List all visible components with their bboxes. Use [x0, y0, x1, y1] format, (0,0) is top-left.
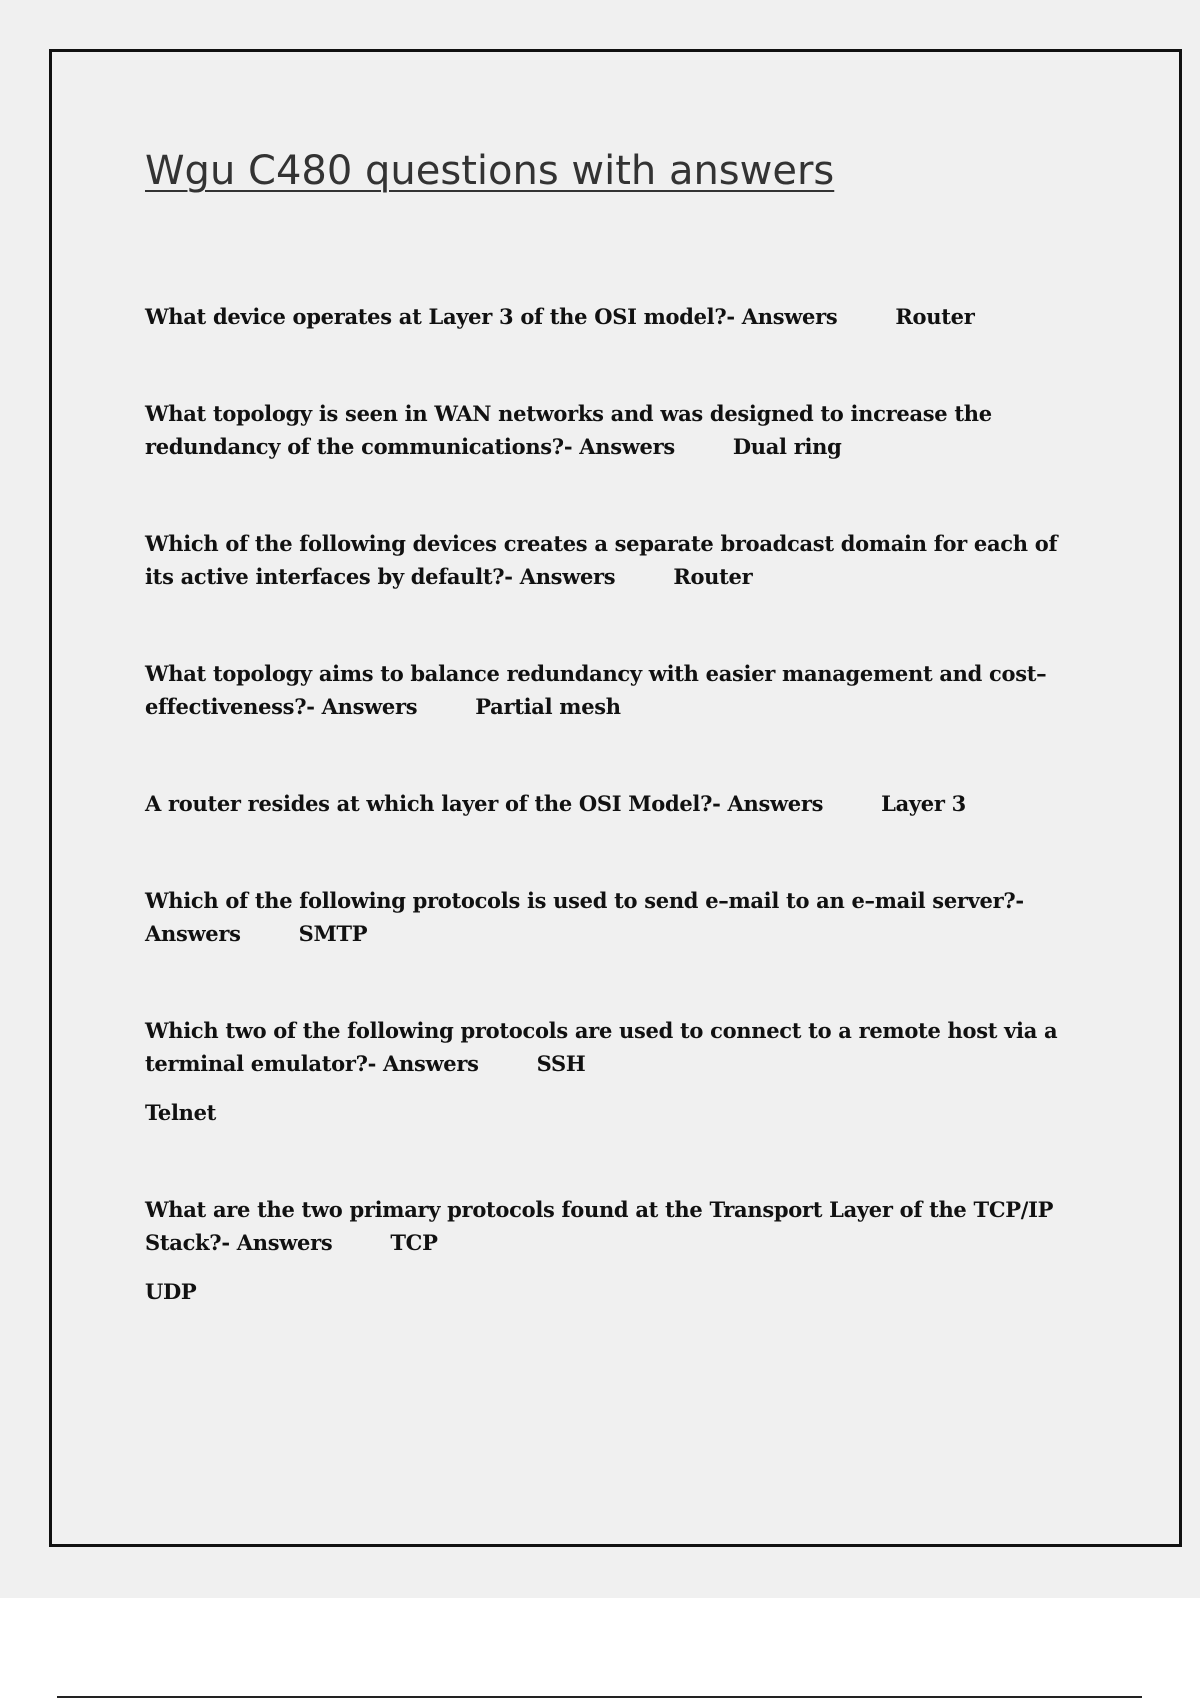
- question-text: What are the two primary protocols found at the Transport Layer of the TCP/IP Stack?- Answers: [145, 1197, 1054, 1255]
- page-divider: [57, 1696, 1142, 1698]
- answer-text: Router: [895, 304, 975, 329]
- qa-item-6: [145, 884, 1075, 950]
- qa-item-1: [145, 300, 1075, 333]
- question-text: A router resides at which layer of the OSI Model?- Answers: [145, 791, 824, 816]
- qa-item-7: [145, 1014, 1075, 1129]
- question-text: Which of the following protocols is used to send e–mail to an e–mail server?- Answers: [145, 888, 1024, 946]
- qa-item-8: [145, 1193, 1075, 1308]
- answer-text: Layer 3: [881, 791, 966, 816]
- page-bottom-strip: [0, 1598, 1200, 1700]
- question-text: Which two of the following protocols are used to connect to a remote host via a terminal emulator?- Answers: [145, 1018, 1058, 1076]
- answer-text: Router: [673, 564, 753, 589]
- qa-item-2: [145, 397, 1075, 463]
- answer-extra: Telnet: [145, 1100, 217, 1125]
- question-text: Which of the following devices creates a separate broadcast domain for each of its active interfaces by default?- Answers: [145, 531, 1058, 589]
- question-text: What topology is seen in WAN networks and was designed to increase the redundancy of the communications?- Answers: [145, 401, 992, 459]
- question-text: What device operates at Layer 3 of the OSI model?- Answers: [145, 304, 838, 329]
- qa-item-3: [145, 527, 1075, 593]
- document-title: Wgu C480 questions with answers: [145, 148, 835, 194]
- answer-extra: UDP: [145, 1279, 197, 1304]
- answer-text: Partial mesh: [475, 694, 621, 719]
- qa-item-4: [145, 657, 1075, 723]
- qa-item-5: [145, 787, 1075, 820]
- qa-list: [145, 300, 1075, 1372]
- answer-text: SSH: [536, 1051, 586, 1076]
- answer-text: Dual ring: [732, 434, 842, 459]
- question-text: What topology aims to balance redundancy with easier management and cost–effectiveness?- Answers: [145, 661, 1047, 719]
- answer-text: SMTP: [298, 921, 368, 946]
- answer-text: TCP: [390, 1230, 438, 1255]
